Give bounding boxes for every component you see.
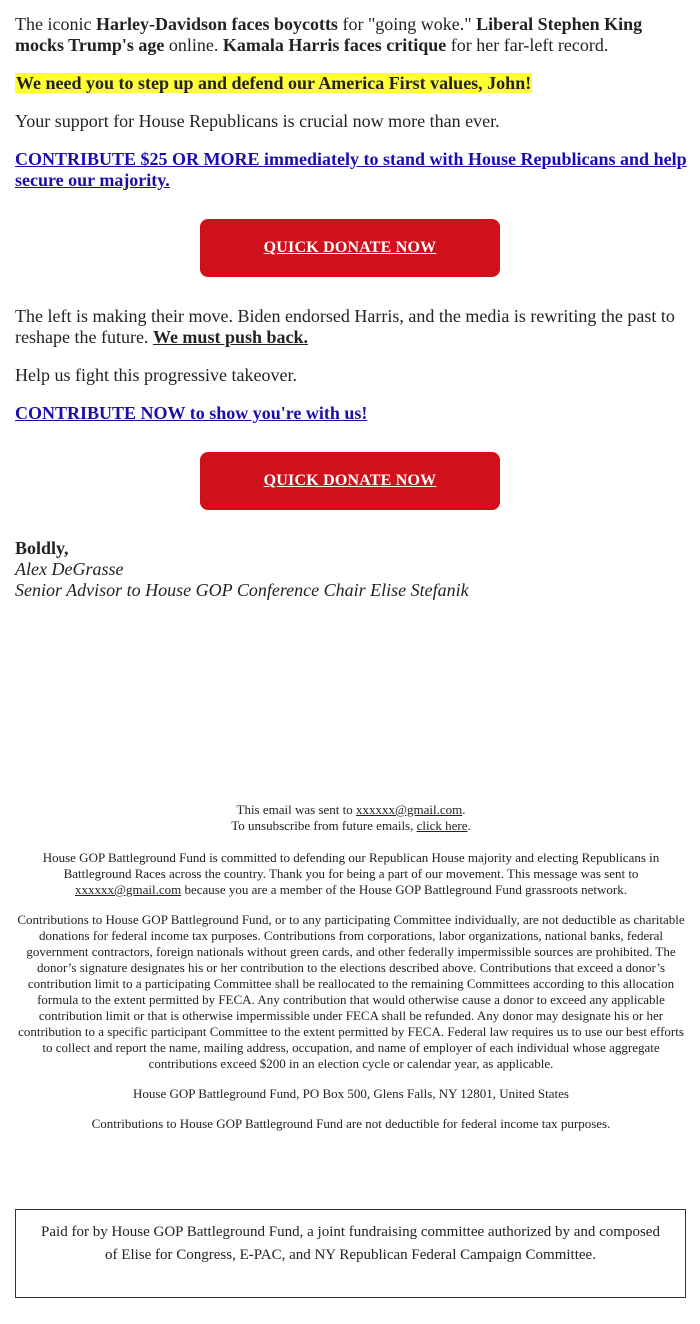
- cta-block-2: [15, 403, 687, 424]
- left-move-text: The left is making their move. Biden endorsed Harris, and the media is rewriting the past to reshape the future.: [15, 306, 675, 347]
- unsubscribe-line: [15, 818, 687, 834]
- intro-bold-harley: Harley-Davidson faces boycotts: [95, 14, 338, 34]
- unsubscribe-link[interactable]: click here: [416, 818, 468, 833]
- push-back-text: We must push back.: [152, 327, 308, 347]
- highlighted-appeal: We need you to step up and defend our America First values, John!: [16, 73, 532, 93]
- contributions-disclaimer: Contributions to House GOP Battleground Fund, or to any participating Committee individually, are not deductible as charitable donations for federal income tax purposes. Contributions from corporations, labor organizations, national banks, federal government contractors, foreign nationals without green cards, and other federally impermissible sources are prohibited. The donor’s signature designates his or her contribution to the elections described above. Contributions that exceed a donor’s contribution limit to a participating Committee shall be reallocated to the remaining Committees according to this allocation formula to the extent permitted by FECA. Any contribution that would otherwise cause a donor to exceed any applicable contribution limit or that is otherwise impermissible under FECA shall be refunded. Any donor may designate his or her contribution to a specific participant Committee to the extent permitted by FECA. Federal law requires us to use our best efforts to collect and report the name, mailing address, occupation, and name of employer of each individual whose aggregate contributions exceed $200 in an election cycle or calendar year, as applicable.: [17, 912, 685, 1071]
- intro-text-1: The iconic: [15, 14, 96, 34]
- intro-paragraph: [15, 14, 687, 56]
- intro-bold-harris: Kamala Harris faces critique: [222, 35, 447, 55]
- signature-name: Alex DeGrasse: [15, 559, 124, 579]
- sent-to-line: [15, 802, 687, 818]
- commitment-text: House GOP Battleground Fund is committed to defending our Republican House majority and electing Republicans in Battleground Races across the country. Thank you for being a part of our movement. This message was sent to: [42, 850, 660, 881]
- recipient-email-link[interactable]: xxxxxx@gmail.com: [356, 802, 463, 817]
- signature-title: Senior Advisor to House GOP Conference Chair Elise Stefanik: [15, 580, 469, 600]
- help-text: Help us fight this progressive takeover.: [15, 365, 297, 385]
- unsubscribe-prefix: To unsubscribe from future emails,: [231, 818, 417, 833]
- contribute-25-link[interactable]: CONTRIBUTE $25 OR MORE immediately to stand with House Republicans and help secure our majority.: [15, 149, 687, 190]
- commitment-email-link[interactable]: xxxxxx@gmail.com: [75, 882, 182, 897]
- left-move-paragraph: [15, 306, 687, 348]
- highlight-paragraph: [15, 73, 687, 94]
- unsubscribe-suffix: .: [467, 818, 471, 833]
- email-footer: [15, 802, 687, 1146]
- intro-text-3: online.: [164, 35, 223, 55]
- signature: [15, 538, 687, 601]
- not-deductible-notice: Contributions to House GOP Battleground Fund are not deductible for federal income tax purposes.: [91, 1116, 611, 1131]
- sent-to-prefix: This email was sent to: [236, 802, 357, 817]
- quick-donate-button-2[interactable]: QUICK DONATE NOW: [200, 452, 500, 510]
- cta-block-1: [15, 149, 687, 191]
- email-body: [15, 14, 687, 601]
- intro-bold-king: Liberal Stephen King mocks Trump's age: [15, 14, 643, 55]
- footer-sent-block: [15, 802, 687, 834]
- support-text: Your support for House Republicans is crucial now more than ever.: [15, 111, 500, 131]
- signature-closing: Boldly,: [15, 538, 69, 558]
- commitment-paragraph: [15, 850, 687, 898]
- sent-to-suffix: .: [462, 802, 466, 817]
- intro-text-2: for "going woke.": [337, 14, 477, 34]
- quick-donate-button[interactable]: QUICK DONATE NOW: [200, 219, 500, 277]
- paid-for-box: Paid for by House GOP Battleground Fund, a joint fundraising committee authorized by and composed of Elise for Congress, E-PAC, and NY Republican Federal Campaign Committee.: [15, 1209, 686, 1298]
- donate-row-2: [13, 452, 687, 510]
- intro-text-4: for her far-left record.: [446, 35, 609, 55]
- contribute-now-link[interactable]: CONTRIBUTE NOW to show you're with us!: [15, 403, 368, 423]
- donate-row-1: [13, 219, 687, 277]
- commitment-suffix: because you are a member of the House GOP Battleground Fund grassroots network.: [181, 882, 627, 897]
- mailing-address: House GOP Battleground Fund, PO Box 500, Glens Falls, NY 12801, United States: [133, 1086, 569, 1101]
